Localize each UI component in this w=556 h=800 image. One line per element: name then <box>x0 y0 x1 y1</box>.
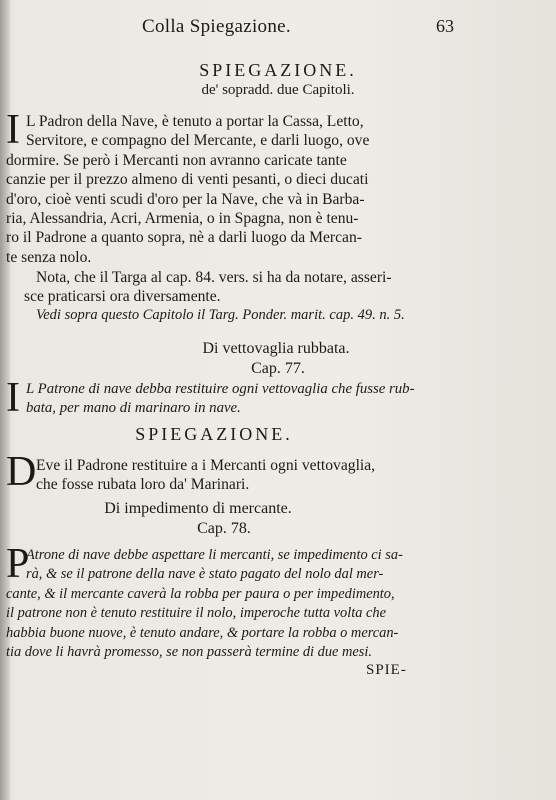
chapter-line: tia dove li havrà promesso, se non passerà termine di due mesi. <box>6 643 372 660</box>
chapter-line: rà, & se il patrone della nave è stato pagato del nolo dal mer- <box>26 566 384 583</box>
explanation-paragraph <box>36 456 436 495</box>
paragraph-line: ria, Alessandria, Acri, Armenia, o in Spagna, non è tenu- <box>6 209 359 227</box>
section-title: SPIEGAZIONE. <box>199 60 357 80</box>
page-number: 63 <box>436 16 454 36</box>
drop-cap: P <box>6 541 30 587</box>
chapter-line: habbia buone nuove, è tenuto andare, & portare la robba o mercan- <box>6 624 399 641</box>
chapter-line: bata, per mano di marinaro in nave. <box>26 400 241 417</box>
section-title: SPIEGAZIONE. <box>135 424 293 444</box>
nota-line: sce praticarsi ora diversamente. <box>24 288 221 306</box>
drop-cap: I <box>6 375 20 421</box>
paragraph-line: canzie per il prezzo almeno di venti pesanti, o dieci ducati <box>6 171 369 189</box>
paragraph-line: dormire. Se però i Mercanti non avranno caricate tante <box>6 151 347 169</box>
vedi-reference <box>36 306 436 325</box>
catchword: SPIE- <box>366 662 407 678</box>
chapter-number: Cap. 77. <box>251 360 305 377</box>
chapter-title: Di vettovaglia rubbata. <box>202 340 350 357</box>
chapter-line: L Patrone di nave debba restituire ogni vettovaglia che fusse rub- <box>26 381 415 397</box>
paragraph-line: te senza nolo. <box>6 248 92 266</box>
paragraph-line: L Padron della Nave, è tenuto a portar la Cassa, Letto, <box>26 113 364 130</box>
section-subtitle: de' sopradd. due Capitoli. <box>201 82 355 98</box>
paragraph-line: ro il Padrone a quanto sopra, nè a darli luogo da Mercan- <box>6 229 362 247</box>
drop-cap: I <box>6 107 20 153</box>
page-header <box>142 16 454 42</box>
nota-paragraph <box>24 268 434 307</box>
paragraph-line: Eve il Padrone restituire a i Mercanti ogni vettovaglia, <box>36 457 376 474</box>
paragraph-line: che fosse rubata loro da' Marinari. <box>36 476 250 494</box>
chapter-number: Cap. 78. <box>197 520 251 537</box>
nota-line: Nota, che il Targa al cap. 84. vers. si ha da notare, asseri- <box>36 269 392 286</box>
chapter-text <box>26 380 436 419</box>
paragraph-line: Servitore, e compagno del Mercante, e darli luogo, ove <box>26 132 370 150</box>
paragraph-line: d'oro, cioè venti scudi d'oro per la Nave, che và in Barba- <box>6 190 365 208</box>
chapter-title: Di impedimento di mercante. <box>104 500 292 517</box>
drop-cap: D <box>6 449 37 495</box>
chapter-line: il patrone non è tenuto restituire il nolo, imperoche tutta volta che <box>6 605 386 622</box>
explanation-paragraph <box>6 112 436 267</box>
chapter-line: Atrone di nave debbe aspettare li mercanti, se impedimento ci sa- <box>26 547 403 563</box>
running-head: Colla Spiegazione. <box>142 16 291 37</box>
reference-line: Vedi sopra questo Capitolo il Targ. Ponder. marit. cap. 49. n. 5. <box>36 307 405 323</box>
chapter-line: cante, & il mercante caverà la robba per paura o per impedimento, <box>6 585 395 602</box>
chapter-text <box>6 546 436 662</box>
